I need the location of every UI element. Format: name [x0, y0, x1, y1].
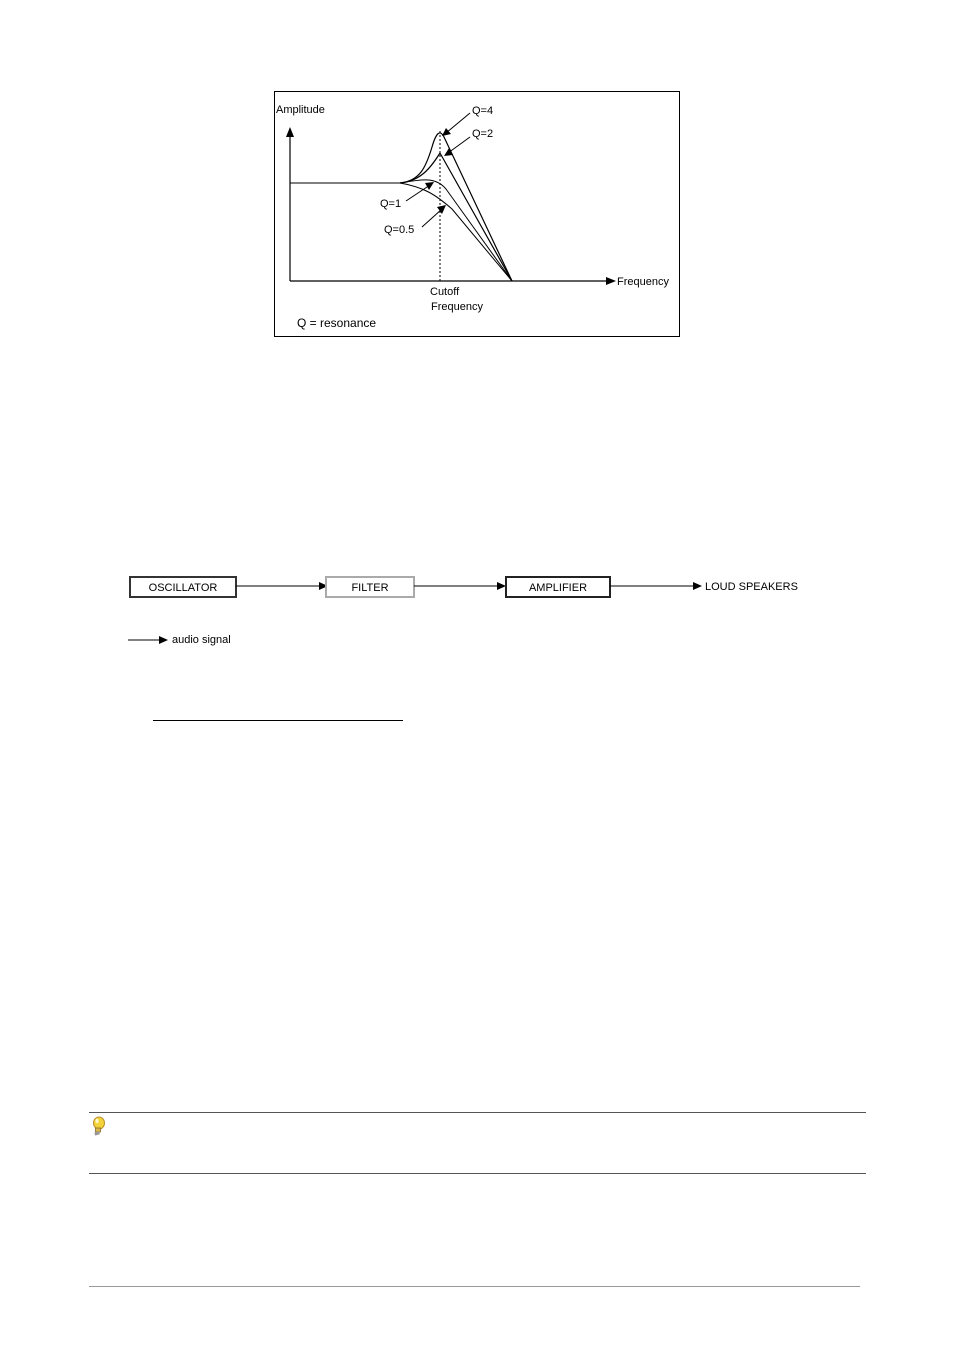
signal-chain-figure: [120, 566, 840, 666]
x-axis-label: Frequency: [617, 276, 669, 288]
filter-response-figure: [274, 91, 680, 337]
filter-label: FILTER: [351, 582, 389, 594]
curve-label-q05: Q=0.5: [384, 224, 415, 236]
underline-rule: [153, 720, 403, 721]
y-axis-label: Amplitude: [276, 104, 325, 116]
tip-bottom-rule: [89, 1173, 866, 1174]
curve-label-q2: Q=2: [472, 128, 494, 140]
lightbulb-icon: [90, 1116, 106, 1138]
oscillator-label: OSCILLATOR: [148, 582, 218, 594]
tip-top-rule: [89, 1112, 866, 1113]
footer-rule: [89, 1286, 860, 1287]
cutoff-label-line1: Cutoff: [430, 286, 460, 298]
chain-arrow-3-head-icon: [693, 582, 702, 590]
destination-label: LOUD SPEAKERS: [705, 581, 798, 593]
legend-arrow-head-icon: [159, 636, 168, 644]
amplifier-label: AMPLIFIER: [528, 582, 588, 594]
curve-label-q1: Q=1: [380, 198, 402, 210]
curve-label-q4: Q=4: [472, 105, 494, 117]
legend-label: audio signal: [172, 634, 231, 646]
figure-footnote: Q = resonance: [297, 316, 377, 330]
chain-arrow-2-head-icon: [497, 582, 506, 590]
cutoff-label-line2: Frequency: [431, 301, 483, 313]
